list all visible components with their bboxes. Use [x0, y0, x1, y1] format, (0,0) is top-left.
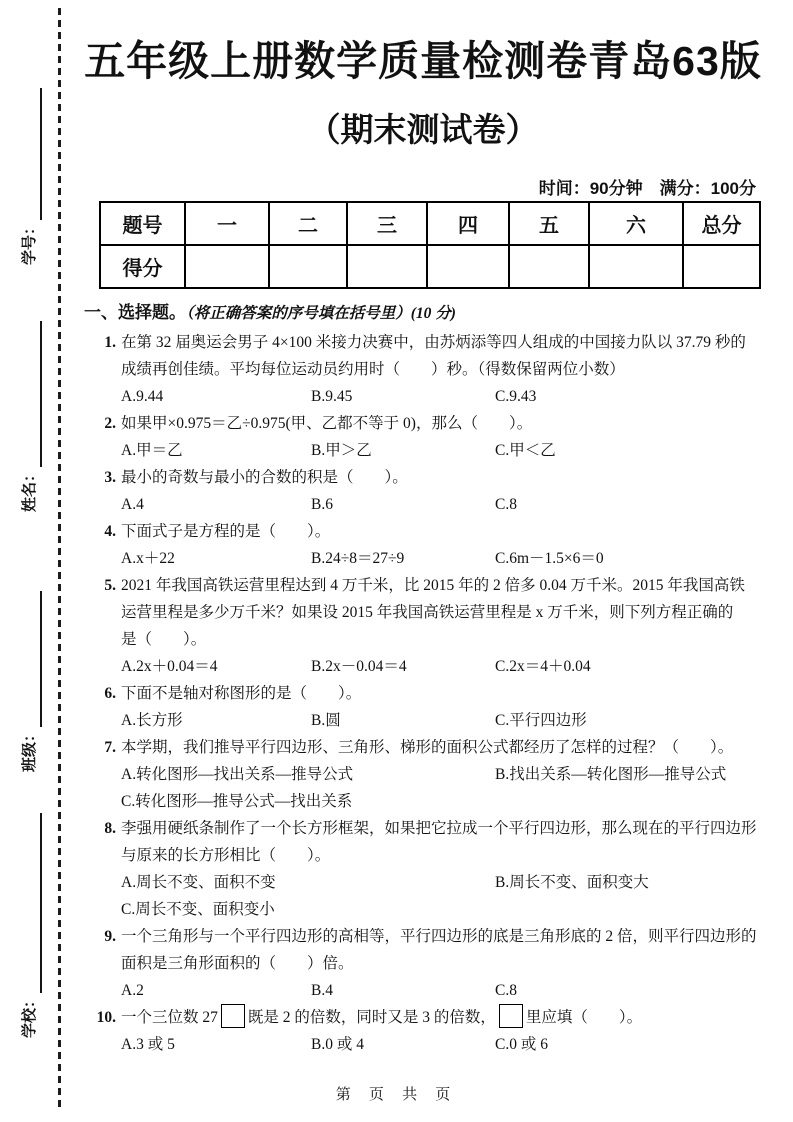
question-text-line: 2021 年我国高铁运营里程达到 4 万千米，比 2015 年的 2 倍多 0.04 万千米。2015 年我国高铁 [121, 577, 745, 594]
question-3 [84, 464, 762, 518]
option-b: B.甲＞乙 [311, 442, 372, 459]
score-table-header-cell: 一 [185, 202, 269, 245]
question-1 [84, 329, 762, 410]
sidebar-field-name [16, 321, 42, 512]
score-table-header-cell: 三 [347, 202, 427, 245]
score-table-header-cell: 四 [427, 202, 509, 245]
sidebar-field-class [16, 591, 42, 772]
section-note: （将正确答案的序号填在括号里）(10 分) [186, 305, 456, 322]
option-a: A.转化图形—找出关系—推导公式 [121, 766, 354, 783]
question-text-line: 下面式子是方程的是（ ）。 [121, 523, 331, 540]
question-text-line: 面积是三角形面积的（ ）倍。 [121, 955, 354, 972]
page-subtitle: （期末测试卷） [307, 111, 539, 148]
option-c: C.周长不变、面积变小 [121, 901, 275, 918]
option-c: C.平行四边形 [495, 712, 587, 729]
option-a: A.9.44 [121, 388, 164, 405]
score-table-header-cell: 总分 [683, 202, 760, 245]
page-footer: 第 页 共 页 [335, 1086, 458, 1103]
sidebar-field-blank-line [20, 813, 42, 993]
question-number: 9. [104, 928, 116, 945]
option-a: A.长方形 [121, 712, 183, 729]
option-b: B.周长不变、面积变大 [495, 874, 649, 891]
question-body [121, 1004, 762, 1058]
option-c: C.转化图形—推导公式—找出关系 [121, 793, 353, 810]
question-number: 10. [96, 1009, 116, 1026]
question-number: 7. [104, 739, 116, 756]
question-text-line: 运营里程是多少万千米？如果设 2015 年我国高铁运营里程是 x 万千米，则下列方程正确的 [121, 604, 734, 621]
option-a: A.4 [121, 496, 144, 513]
fold-dashed-line [58, 8, 61, 1110]
option-b: B.9.45 [311, 388, 353, 405]
question-body [121, 680, 762, 734]
section-title: 一、选择题。 [84, 303, 186, 322]
exam-meta: 时间：90分钟 满分：100分 [538, 179, 756, 198]
question-5 [84, 572, 762, 680]
question-text-line: 如果甲×0.975＝乙÷0.975(甲、乙都不等于 0)，那么（ ）。 [121, 415, 533, 432]
question-4 [84, 518, 762, 572]
option-c: C.6m－1.5×6＝0 [495, 550, 604, 567]
score-table-header-cell: 五 [509, 202, 589, 245]
option-c: C.甲＜乙 [495, 442, 556, 459]
score-table-header-row [100, 202, 760, 245]
option-b: B.4 [311, 982, 333, 999]
section-header [84, 301, 762, 325]
option-c: C.0 或 6 [495, 1036, 548, 1053]
score-table-header-cell: 二 [269, 202, 347, 245]
question-text-line: 下面不是轴对称图形的是（ ）。 [121, 685, 362, 702]
sidebar-field-label: 学号： [21, 219, 38, 265]
question-number: 8. [104, 820, 116, 837]
option-row [121, 869, 762, 896]
page-title: 五年级上册数学质量检测卷青岛63版 [84, 38, 762, 84]
score-table-score-row [100, 245, 760, 288]
score-empty-cell [427, 245, 509, 288]
question-body [121, 329, 762, 410]
option-row [121, 383, 762, 410]
sidebar-field-label: 班级： [21, 726, 38, 772]
sidebar-field-school [16, 813, 42, 1038]
score-empty-cell [589, 245, 683, 288]
score-empty-cell [683, 245, 760, 288]
sidebar-field-label: 姓名： [21, 466, 38, 512]
option-b: B.圆 [311, 712, 341, 729]
question-text-line: 本学期，我们推导平行四边形、三角形、梯形的面积公式都经历了怎样的过程？（ ）。 [121, 739, 734, 756]
question-7 [84, 734, 762, 815]
question-body [121, 464, 762, 518]
option-row [121, 491, 762, 518]
option-b: B.0 或 4 [311, 1036, 364, 1053]
score-table [99, 201, 761, 289]
option-row [121, 977, 762, 1004]
option-row [121, 788, 762, 815]
option-a: A.甲＝乙 [121, 442, 183, 459]
main-content [84, 0, 762, 1058]
question-body [121, 572, 762, 680]
question-number: 1. [104, 334, 116, 351]
score-table-header-cell: 六 [589, 202, 683, 245]
option-row [121, 653, 762, 680]
option-a: A.2x＋0.04＝4 [121, 658, 218, 675]
option-row [121, 896, 762, 923]
question-number: 4. [104, 523, 116, 540]
fill-in-box [221, 1004, 245, 1028]
option-a: A.周长不变、面积不变 [121, 874, 276, 891]
option-row [121, 1031, 762, 1058]
question-number: 5. [104, 577, 116, 594]
score-empty-cell [347, 245, 427, 288]
option-row [121, 761, 762, 788]
option-row [121, 707, 762, 734]
option-c: C.2x＝4＋0.04 [495, 658, 591, 675]
option-b: B.6 [311, 496, 333, 513]
question-number: 2. [104, 415, 116, 432]
question-6 [84, 680, 762, 734]
option-c: C.8 [495, 496, 517, 513]
sidebar-field-label: 学校： [21, 992, 38, 1038]
question-text-line: 与原来的长方形相比（ ）。 [121, 847, 331, 864]
sidebar-field-student-id [16, 88, 42, 265]
sidebar-field-blank-line [20, 591, 42, 727]
option-c: C.9.43 [495, 388, 537, 405]
option-row [121, 545, 762, 572]
question-text-line: 是（ ）。 [121, 631, 207, 648]
option-a: A.2 [121, 982, 144, 999]
question-body [121, 734, 762, 815]
option-c: C.8 [495, 982, 517, 999]
question-body [121, 518, 762, 572]
question-text-line: 成绩再创佳绩。平均每位运动员约用时（ ）秒。（得数保留两位小数） [121, 361, 625, 378]
option-a: A.x＋22 [121, 550, 175, 567]
question-number: 3. [104, 469, 116, 486]
question-text-line: 一个三位数 27 既是 2 的倍数，同时又是 3 的倍数， 里应填（ ）。 [121, 1004, 762, 1031]
question-text-line: 一个三角形与一个平行四边形的高相等，平行四边形的底是三角形底的 2 倍，则平行四边形的 [121, 928, 757, 945]
question-2 [84, 410, 762, 464]
question-text-line: 最小的奇数与最小的合数的积是（ ）。 [121, 469, 408, 486]
sidebar-field-blank-line [20, 88, 42, 220]
score-label-cell: 得分 [100, 245, 185, 288]
question-body [121, 923, 762, 1004]
fill-in-box [499, 1004, 523, 1028]
question-text-line: 李强用硬纸条制作了一个长方形框架，如果把它拉成一个平行四边形，那么现在的平行四边形 [121, 820, 757, 837]
option-b: B.找出关系—转化图形—推导公式 [495, 766, 727, 783]
option-a: A.3 或 5 [121, 1036, 175, 1053]
option-row [121, 437, 762, 464]
score-empty-cell [269, 245, 347, 288]
question-number: 6. [104, 685, 116, 702]
question-body [121, 410, 762, 464]
question-text-line: 在第 32 届奥运会男子 4×100 米接力决赛中，由苏炳添等四人组成的中国接力队以 37.79 秒的 [121, 334, 746, 351]
sidebar-field-blank-line [20, 321, 42, 467]
option-b: B.24÷8＝27÷9 [311, 550, 405, 567]
question-8 [84, 815, 762, 923]
question-list [84, 329, 762, 1058]
score-empty-cell [185, 245, 269, 288]
score-table-header-cell: 题号 [100, 202, 185, 245]
question-10 [84, 1004, 762, 1058]
question-9 [84, 923, 762, 1004]
option-b: B.2x－0.04＝4 [311, 658, 407, 675]
question-body [121, 815, 762, 923]
score-empty-cell [509, 245, 589, 288]
